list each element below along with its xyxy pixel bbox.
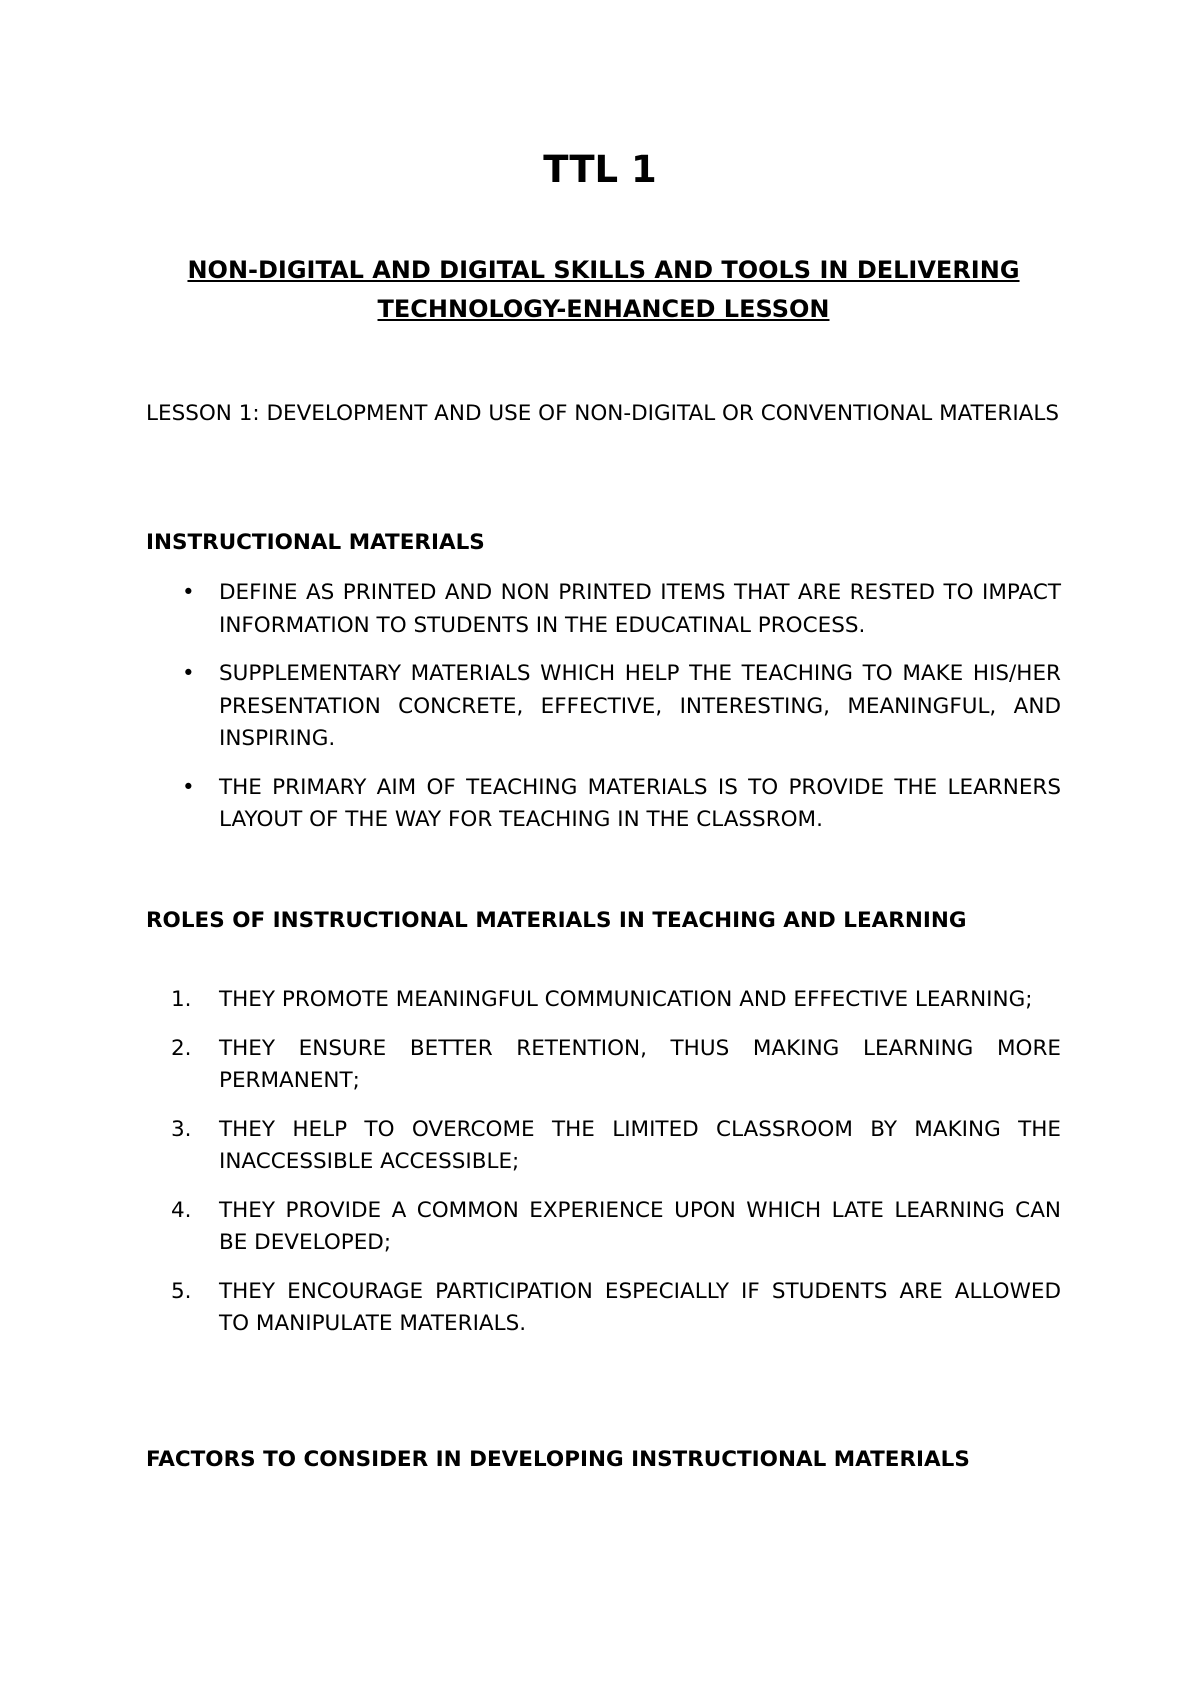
- list-item-text: THEY PROVIDE A COMMON EXPERIENCE UPON WHICH LATE LEARNING CAN BE DEVELOPED;: [219, 1197, 1061, 1255]
- lesson-heading: LESSON 1: DEVELOPMENT AND USE OF NON-DIGITAL OR CONVENTIONAL MATERIALS: [146, 401, 1060, 426]
- instructional-materials-list: [146, 577, 1061, 853]
- document-title: TTL 1: [543, 148, 657, 191]
- list-item: [146, 1033, 1061, 1098]
- list-number: 2.: [171, 1035, 192, 1061]
- list-item: [146, 1195, 1061, 1260]
- list-item-text: DEFINE AS PRINTED AND NON PRINTED ITEMS THAT ARE RESTED TO IMPACT INFORMATION TO STUDENTS IN THE EDUCATINAL PROCESS.: [219, 580, 1061, 638]
- instructional-materials-heading: INSTRUCTIONAL MATERIALS: [146, 530, 485, 555]
- document-subtitle: [146, 251, 1061, 329]
- bullet-icon: •: [182, 661, 195, 686]
- list-item-text: THEY ENCOURAGE PARTICIPATION ESPECIALLY IF STUDENTS ARE ALLOWED TO MANIPULATE MATERIALS.: [219, 1278, 1061, 1336]
- list-item-text: THEY HELP TO OVERCOME THE LIMITED CLASSROOM BY MAKING THE INACCESSIBLE ACCESSIBLE;: [219, 1116, 1061, 1174]
- list-item: [146, 577, 1061, 642]
- list-item-text: SUPPLEMENTARY MATERIALS WHICH HELP THE TEACHING TO MAKE HIS/HER PRESENTATION CONCRETE, EFFECTIVE, INTERESTING, MEANINGFUL, AND INSPIRING.: [219, 661, 1061, 751]
- list-item-text: THE PRIMARY AIM OF TEACHING MATERIALS IS TO PROVIDE THE LEARNERS LAYOUT OF THE WAY FOR TEACHING IN THE CLASSROM.: [219, 774, 1061, 832]
- factors-heading: FACTORS TO CONSIDER IN DEVELOPING INSTRUCTIONAL MATERIALS: [146, 1447, 970, 1472]
- document-subtitle-text: NON-DIGITAL AND DIGITAL SKILLS AND TOOLS IN DELIVERING TECHNOLOGY-ENHANCED LESSON: [187, 256, 1020, 323]
- list-number: 5.: [171, 1278, 192, 1304]
- bullet-icon: •: [182, 774, 195, 800]
- list-item-text: THEY PROMOTE MEANINGFUL COMMUNICATION AND EFFECTIVE LEARNING;: [219, 987, 1033, 1012]
- roles-heading: ROLES OF INSTRUCTIONAL MATERIALS IN TEACHING AND LEARNING: [146, 908, 967, 933]
- list-number: 3.: [171, 1116, 192, 1142]
- roles-list: [146, 984, 1061, 1357]
- list-number: 1.: [171, 987, 192, 1012]
- list-item-text: THEY ENSURE BETTER RETENTION, THUS MAKING LEARNING MORE PERMANENT;: [219, 1035, 1061, 1093]
- list-item: [146, 772, 1061, 837]
- list-item: [146, 1276, 1061, 1341]
- list-item: [146, 658, 1061, 756]
- list-item: [146, 1114, 1061, 1179]
- list-number: 4.: [171, 1197, 192, 1223]
- bullet-icon: •: [182, 580, 195, 605]
- list-item: [146, 984, 1061, 1017]
